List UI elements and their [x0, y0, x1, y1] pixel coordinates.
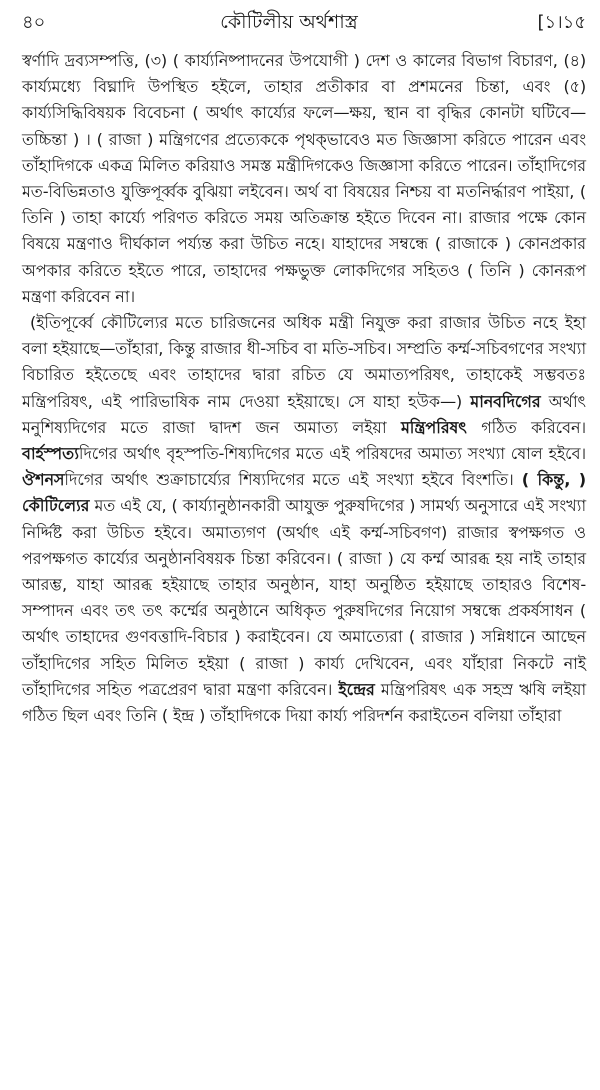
page-number: ৪০ — [22, 12, 46, 33]
text-segment: দিগের অর্থাৎ বৃহস্পতি-শিষ্যদিগের মতে এই পরিষদের অমাত্য সংখ্যা ষোল হইবে। — [78, 444, 586, 464]
text-segment: স্বর্ণাদি দ্রব্যসম্পত্তি, (৩) ( কার্য্যনিষ্পাদনের উপযোগী ) দেশ ও কালের বিভাগ বিচারণ, (৪) কার্য্যমধ্যে বিঘ্নাদি উপস্থিত হইলে, তাহার প্রতীকার বা প্রশমনের চিন্তা, এবং (৫) কার্য্যসিদ্ধিবিষয়ক বিবেচনা ( অর্থাৎ কার্য্যের ফলে—ক্ষয়, স্থান বা বৃদ্ধির কোনটা ঘটিবে—তচ্চিন্তা ) । ( রাজা ) মন্ত্রিগণের প্রত্যেককে পৃথক্‌ভাবেও মত জিজ্ঞাসা করিতে পারেন এবং তাঁহাদিগকে একত্র মিলিত করিয়াও সমস্ত মন্ত্রীদিগকেও জিজ্ঞাসা করিতে পারেন। তাঁহাদিগের মত-বিভিন্নতাও যুক্তিপূর্ব্বক বুঝিয়া লইবেন। অর্থ বা বিষয়ের নিশ্চয় বা মতনির্দ্ধারণ পাইয়া, ( তিনি ) তাহা কার্য্যে পরিণত করিতে সময় অতিক্রান্ত হইতে দিবেন না। রাজার পক্ষে কোন বিষয়ে মন্ত্রণাও দীর্ঘকাল পর্য্যন্ত করা উচিত নহে। যাহাদের সম্বন্ধে ( রাজাকে ) কোনপ্রকার অপকার করিতে হইতে পারে, তাহাদের পক্ষভুক্ত লোকদিগের সহিতও ( তিনি ) কোনরূপ মন্ত্রণা করিবেন না। — [22, 51, 586, 306]
bold-term: ইন্দ্রের — [338, 679, 375, 699]
text-segment: মন্ত্রিপরিষৎ এক সহস্র ঋষি লইয়া গঠিত ছিল এবং তিনি ( ইন্দ্র ) তাঁহাদিগকে দিয়া কার্য্য পরিদর্শন করাইতেন বলিয়া তাঁহারা — [22, 679, 586, 726]
bold-term: মানবদিগের — [470, 391, 541, 411]
paragraph-2 — [22, 310, 586, 729]
body-text — [22, 48, 586, 729]
text-segment: অর্থাৎ মনুশিষ্যদিগের মতে রাজা দ্বাদশ জন অমাত্য লইয়া — [22, 391, 586, 437]
bold-term: ( কিন্তু, ) কৌটিল্যের — [22, 470, 586, 516]
section-reference: [১।১৫ — [537, 12, 586, 33]
text-segment: গঠিত করিবেন। — [466, 417, 587, 437]
paragraph-1 — [22, 48, 586, 310]
bold-term: ঔশনস — [22, 470, 65, 490]
running-title: কৌটিলীয় অর্থশাস্ত্র — [220, 11, 358, 33]
text-segment: মত এই যে, ( কার্য্যানুষ্ঠানকারী আযুক্ত পুরুষদিগের ) সামর্থ্য অনুসারে এই সংখ্যা নির্দ্দিষ্ট করা উচিত হইবে। অমাত্যগণ (অর্থাৎ এই কর্ম্ম-সচিবগণ) রাজার স্বপক্ষগত ও পরপক্ষগত কার্য্যের অনুষ্ঠানবিষয়ক চিন্তা করিবেন। ( রাজা ) যে কর্ম্ম আরব্ধ হয় নাই তাহার আরম্ভ, যাহা আরব্ধ হইয়াছে তাহার অনুষ্ঠান, যাহা অনুষ্ঠিত হইয়াছে তাহারও বিশেষ-সম্পাদন এবং তৎ তৎ কর্ম্মের অনুষ্ঠানে অধিকৃত পুরুষদিগের নিয়োগ সম্বন্ধে প্রকর্ষসাধন ( অর্থাৎ তাহাদের গুণবত্তাদি-বিচার ) করাইবেন। যে অমাত্যেরা ( রাজার ) সন্নিধানে আছেন তাঁহাদিগের সহিত মিলিত হইয়া ( রাজা ) কার্য্য দেখিবেন, এবং যাঁহারা নিকটে নাই তাঁহাদিগের সহিত পত্রপ্রেরণ দ্বারা মন্ত্রণা করিবেন। — [22, 496, 586, 699]
text-segment: (ইতিপূর্ব্বে কৌটিল্যের মতে চারিজনের অধিক মন্ত্রী নিযুক্ত করা রাজার উচিত নহে ইহা বলা হইয়াছে—তাঁহারা, কিন্তু রাজার ধী-সচিব বা মতি-সচিব। সম্প্রতি কর্ম্ম-সচিবগণের সংখ্যা বিচারিত হইতেছে এবং তাহাদের দ্বারা রচিত যে অমাত্যপরিষৎ, তাহাকেই সম্ভবতঃ মন্ত্রিপরিষৎ, এই পারিভাষিক নাম দেওয়া হইয়াছে। সে যাহা হউক—) — [22, 313, 586, 411]
bold-term: বার্হস্পত্য — [22, 444, 79, 464]
bold-term: মন্ত্রিপরিষৎ — [400, 417, 467, 437]
text-segment: দিগের অর্থাৎ শুক্রাচার্য্যের শিষ্যদিগের মতে এই সংখ্যা হইবে বিংশতি। — [64, 470, 522, 490]
page-header — [22, 8, 586, 48]
